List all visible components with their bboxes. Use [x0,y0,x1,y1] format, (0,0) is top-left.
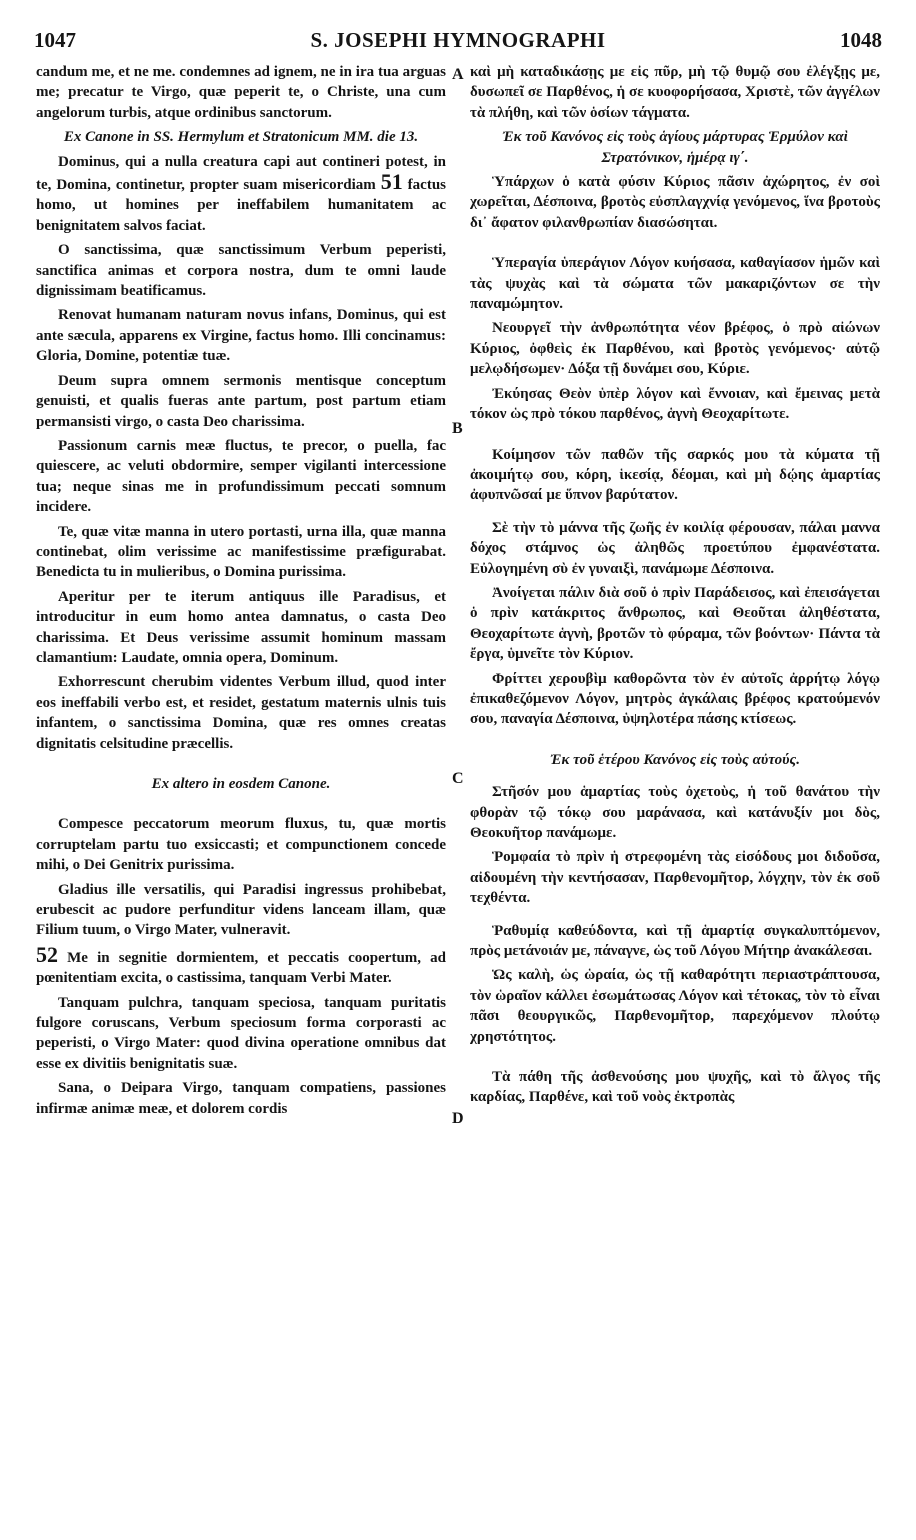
latin-text: Dominus, qui a nulla creatura capi aut contineri potest, in te, Domina, continetur, propter suam misericordiam [36,153,446,194]
latin-paragraph [36,941,446,989]
latin-column [36,62,446,1522]
greek-paragraph: Ὑπεραγία ὑπεράγιον Λόγον κυήσασα, καθαγίασον ἡμῶν καὶ τὰς ψυχὰς καὶ τὰ σώματα τῶν μακαριζόντων σε τὴν παναμώμητον. [470,255,880,313]
latin-paragraph: Deum supra omnem sermonis mentisque conceptum genuisti, et qualis fueras ante partum, post partum etiam permansisti virgo, o casta Deo charissima. [36,372,446,430]
greek-paragraph: Φρίττει χερουβὶμ καθορῶντα τὸν ἐν αὐτοῖς ἀρρήτῳ λόγῳ ἐπικαθεζόμενον Λόγον, μητρὸς ἀγκάλαις βρέφος κρατούμενόν σου, παναγία Δέσποινα, ὑψηλοτέρα πάσης κτίσεως. [470,670,880,728]
page-number-right: 1048 [840,28,882,52]
latin-paragraph: Aperitur per te iterum antiquus ille Paradisus, et introducitur in eum homo antea damnatus, o casta Deo charissima. Et Deus verissime assumit hominum massam clamantium: Laudate, omnia opera, Dominum. [36,588,446,666]
latin-paragraph: O sanctissima, quæ sanctissimum Verbum peperisti, sanctifica animas et corpora nostra, dum te omni laude dignissimam beatificamus. [36,242,446,300]
margin-letter-a: A [452,66,464,83]
latin-paragraph: Passionum carnis meæ fluctus, te precor, o puella, fac quiescere, ac veluti obdormire, semper vigilanti intercessione tua; neque sinas me in profundissimum peccati somnum incidere. [36,437,446,516]
greek-rubric: Ἐκ τοῦ ἑτέρου Κανόνος εἰς τοὺς αὐτούς. [550,751,800,768]
column-number: 51 [380,169,403,195]
page-number-left: 1047 [34,28,76,52]
greek-rubric: Ἐκ τοῦ Κανόνος εἰς τοὺς ἁγίους μάρτυρας Ἑρμύλον καὶ Στρατόνικον, ἡμέρᾳ ιγ΄. [502,129,848,166]
greek-column [470,62,880,1522]
latin-paragraph: Te, quæ vitæ manna in utero portasti, urna illa, quæ manna continebat, olim verissime ac manifestissime præfigurabat. Benedicta tu in mulieribus, o Domina purissima. [36,523,446,581]
latin-paragraph: Tanquam pulchra, tanquam speciosa, tanquam puritatis fulgore coruscans, Verbum speciosum forma corporasti ac peperisti, o Virgo Mater: quod divina operatione omnibus dat esse ex divitiis benignitatis suæ. [36,994,446,1072]
latin-rubric: Ex altero in eosdem Canone. [151,776,331,792]
greek-paragraph: Ῥομφαία τὸ πρὶν ἡ στρεφομένη τὰς εἰσόδους μοι διδοῦσα, αἰδουμένη τὴν κεντήσασαν, Παρθενομῆτορ, λόγχην, τὸν ἐκ σοῦ τεχθέντα. [470,849,880,907]
margin-letter-b: B [452,420,463,437]
greek-paragraph: Ἀνοίγεται πάλιν διὰ σοῦ ὁ πρὶν Παράδεισος, καὶ ἐπεισάγεται ὁ πρὶν κατάκριτος ἄνθρωπος, καὶ Θεοῦται ἀληθέστατα, Θεοχαρίτωτε ἁγνὴ, βροτῶν τὸ φύραμα, τῶν βοόντων· Πάντα τὰ ἔργα, ὑμνεῖτε τὸν Κύριον. [470,584,880,663]
margin-letter-c: C [452,770,464,787]
latin-paragraph [36,152,446,237]
greek-paragraph: Νεουργεῖ τὴν ἀνθρωπότητα νέον βρέφος, ὁ πρὸ αἰώνων Κύριος, ὀφθεὶς ἐκ Παρθένου, καὶ βροτὸς γενόμενος· αὐτῷ μελῳδήσωμεν· Δόξα τῇ δυνάμει σου, Κύριε. [470,320,880,378]
greek-paragraph: Κοίμησον τῶν παθῶν τῆς σαρκός μου τὰ κύματα τῇ ἀκοιμήτῳ σου, κόρη, ἱκεσίᾳ, δέομαι, καὶ μὴ δῴης ἁμαρτίας ἀφυπνῶσαί με ὕπνον βαρύτατον. [470,446,880,504]
latin-text: Me in segnitie dormientem, et peccatis coopertum, ad pœnitentiam excita, o castissima, tanquam Verbi Mater. [36,949,446,987]
greek-paragraph: Ἐκύησας Θεὸν ὑπὲρ λόγον καὶ ἔννοιαν, καὶ ἔμεινας μετὰ τόκον ὡς πρὸ τόκου παρθένος, ἁγνὴ Θεοχαρίτωτε. [470,385,880,423]
greek-paragraph: καὶ μὴ καταδικάσῃς με εἰς πῦρ, μὴ τῷ θυμῷ σου ἐλέγξῃς με, δυσωπεῖ σε Παρθένος, ἡ σε κυοφορήσασα, Χριστὲ, τῶν ἀγγέλων τὰ πλήθη, καὶ τῶν ὁσίων τάγματα. [470,64,880,121]
latin-paragraph: Exhorrescunt cherubim videntes Verbum illud, quod inter eos ineffabili verbo est, et residet, gestatum maternis ulnis tuis infantem, o sanctissima Domina, quæ res omnes creatas dignitatis celsitudine præcellis. [36,674,446,752]
greek-paragraph: Τὰ πάθη τῆς ἀσθενούσης μου ψυχῆς, καὶ τὸ ἄλγος τῆς καρδίας, Παρθένε, καὶ τοῦ νοὸς ἐκτροπὰς [470,1069,880,1106]
running-header [34,28,882,52]
greek-paragraph: Ὡς καλὴ, ὡς ὡραία, ὡς τῇ καθαρότητι περιαστράπτουσα, τὸν ὡραῖον κάλλει ἐσωμάτωσας Λόγον καὶ τέτοκας, τὸν τὸ εἶναι πᾶσι θεουργικῶς, Παρθενομῆτορ, παρεχόμενον πλούτῳ χρηστότητος. [470,967,880,1045]
latin-text: factus homo, ut homines per ineffabilem humanitatem ac benignitatem salvos faciat. [36,177,446,234]
column-number: 52 [36,941,58,967]
greek-paragraph: Ῥαθυμίᾳ καθεύδοντα, καὶ τῇ ἁμαρτίᾳ συγκαλυπτόμενον, πρὸς μετάνοιάν με, πάναγνε, ὡς τοῦ Λόγου Μήτηρ ἀνακάλεσαι. [470,922,880,960]
page-title: S. JOSEPHI HYMNOGRAPHI [310,28,606,52]
latin-paragraph: Gladius ille versatilis, qui Paradisi ingressus prohibebat, erubescit ac pudore perfunditur videns lanceam illam, quæ Filium tuum, o Virgo Mater, vulneravit. [36,881,446,939]
latin-paragraph: candum me, et ne me. condemnes ad ignem, ne in ira tua arguas me; precatur te Virgo, quæ peperit te, o Christe, una cum angelorum turbis, atque ordinibus sanctorum. [36,64,446,121]
latin-paragraph: Renovat humanam naturam novus infans, Dominus, qui est ante sæcula, apparens ex Virgine, factus homo. Illi concinamus: Gloria, Domine, potentiæ tuæ. [36,307,446,365]
margin-letter-d: D [452,1110,464,1127]
greek-paragraph: Σὲ τὴν τὸ μάννα τῆς ζωῆς ἐν κοιλίᾳ φέρουσαν, πάλαι μαννα δόχος στάμνος ὡς ἀληθῶς προετύπου ἐμφανέστατα. Εὐλογημένη σὺ ἐν γυναιξὶ, πανάμωμε Δέσποινα. [470,519,880,577]
greek-paragraph: Ὑπάρχων ὁ κατὰ φύσιν Κύριος πᾶσιν ἀχώρητος, ἐν σοὶ χωρεῖται, Δέσποινα, βροτὸς εὐσπλαγχνίᾳ γενόμενος, ἵνα βροτοὺς δι᾽ ἄφατον φιλανθρωπίαν διασώσηται. [470,174,880,231]
latin-rubric: Ex Canone in SS. Hermylum et Stratonicum MM. die 13. [63,129,419,146]
greek-paragraph: Στῆσόν μου ἁμαρτίας τοὺς ὀχετοὺς, ἡ τοῦ θανάτου τὴν φθορὰν τῷ τόκῳ σου μαράνασα, καὶ κατάνυξίν μοι δὸς, Θεοκυῆτορ πανάμωμε. [470,784,880,841]
latin-paragraph: Compesce peccatorum meorum fluxus, tu, quæ mortis corruptelam partu tuo exsiccasti; et compunctionem concede mihi, o Dei Genitrix purissima. [36,816,446,874]
latin-paragraph: Sana, o Deipara Virgo, tanquam compatiens, passiones infirmæ animæ meæ, et dolorem cordis [36,1080,446,1117]
